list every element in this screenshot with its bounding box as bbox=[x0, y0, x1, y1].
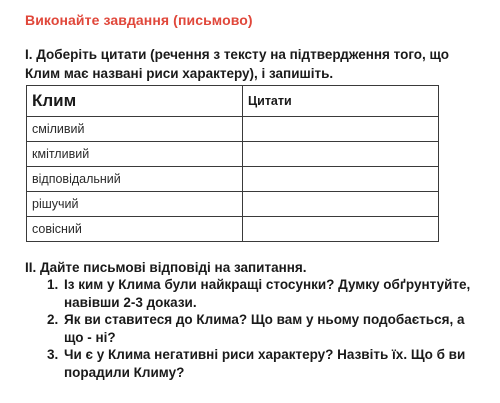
question-item: 3. Чи є у Клима негативні риси характеру? Назвіть їх. Що б ви порадили Климу? bbox=[62, 346, 472, 381]
questions-list bbox=[0, 276, 472, 381]
task-two-heading: ІІ. Дайте письмові відповіді на запитання. bbox=[25, 260, 307, 275]
trait-cell: сміливий bbox=[27, 117, 243, 142]
trait-cell: відповідальний bbox=[27, 167, 243, 192]
task-one-instruction: І. Доберіть цитати (речення з тексту на підтвердження того, що Клим має названі риси характеру), і запишіть. bbox=[25, 47, 450, 81]
question-item: 1. Із ким у Клима були найкращі стосунки? Думку обґрунтуйте, навівши 2-3 докази. bbox=[62, 276, 472, 311]
table-row bbox=[27, 142, 439, 167]
quote-cell[interactable] bbox=[243, 142, 439, 167]
quote-cell[interactable] bbox=[243, 117, 439, 142]
question-item: 2. Як ви ставитеся до Клима? Що вам у ньому подобається, а що - ні? bbox=[62, 311, 472, 346]
table-header-row bbox=[27, 86, 439, 117]
header-klym: Клим bbox=[27, 86, 243, 117]
table-row bbox=[27, 192, 439, 217]
quote-cell[interactable] bbox=[243, 167, 439, 192]
table-row bbox=[27, 167, 439, 192]
quotes-table bbox=[26, 85, 439, 242]
table-row bbox=[27, 217, 439, 242]
header-quotes: Цитати bbox=[243, 86, 439, 117]
quote-cell[interactable] bbox=[243, 217, 439, 242]
trait-cell: кмітливий bbox=[27, 142, 243, 167]
trait-cell: рішучий bbox=[27, 192, 243, 217]
page-title: Виконайте завдання (письмово) bbox=[25, 12, 253, 28]
quote-cell[interactable] bbox=[243, 192, 439, 217]
table-row bbox=[27, 117, 439, 142]
trait-cell: совісний bbox=[27, 217, 243, 242]
